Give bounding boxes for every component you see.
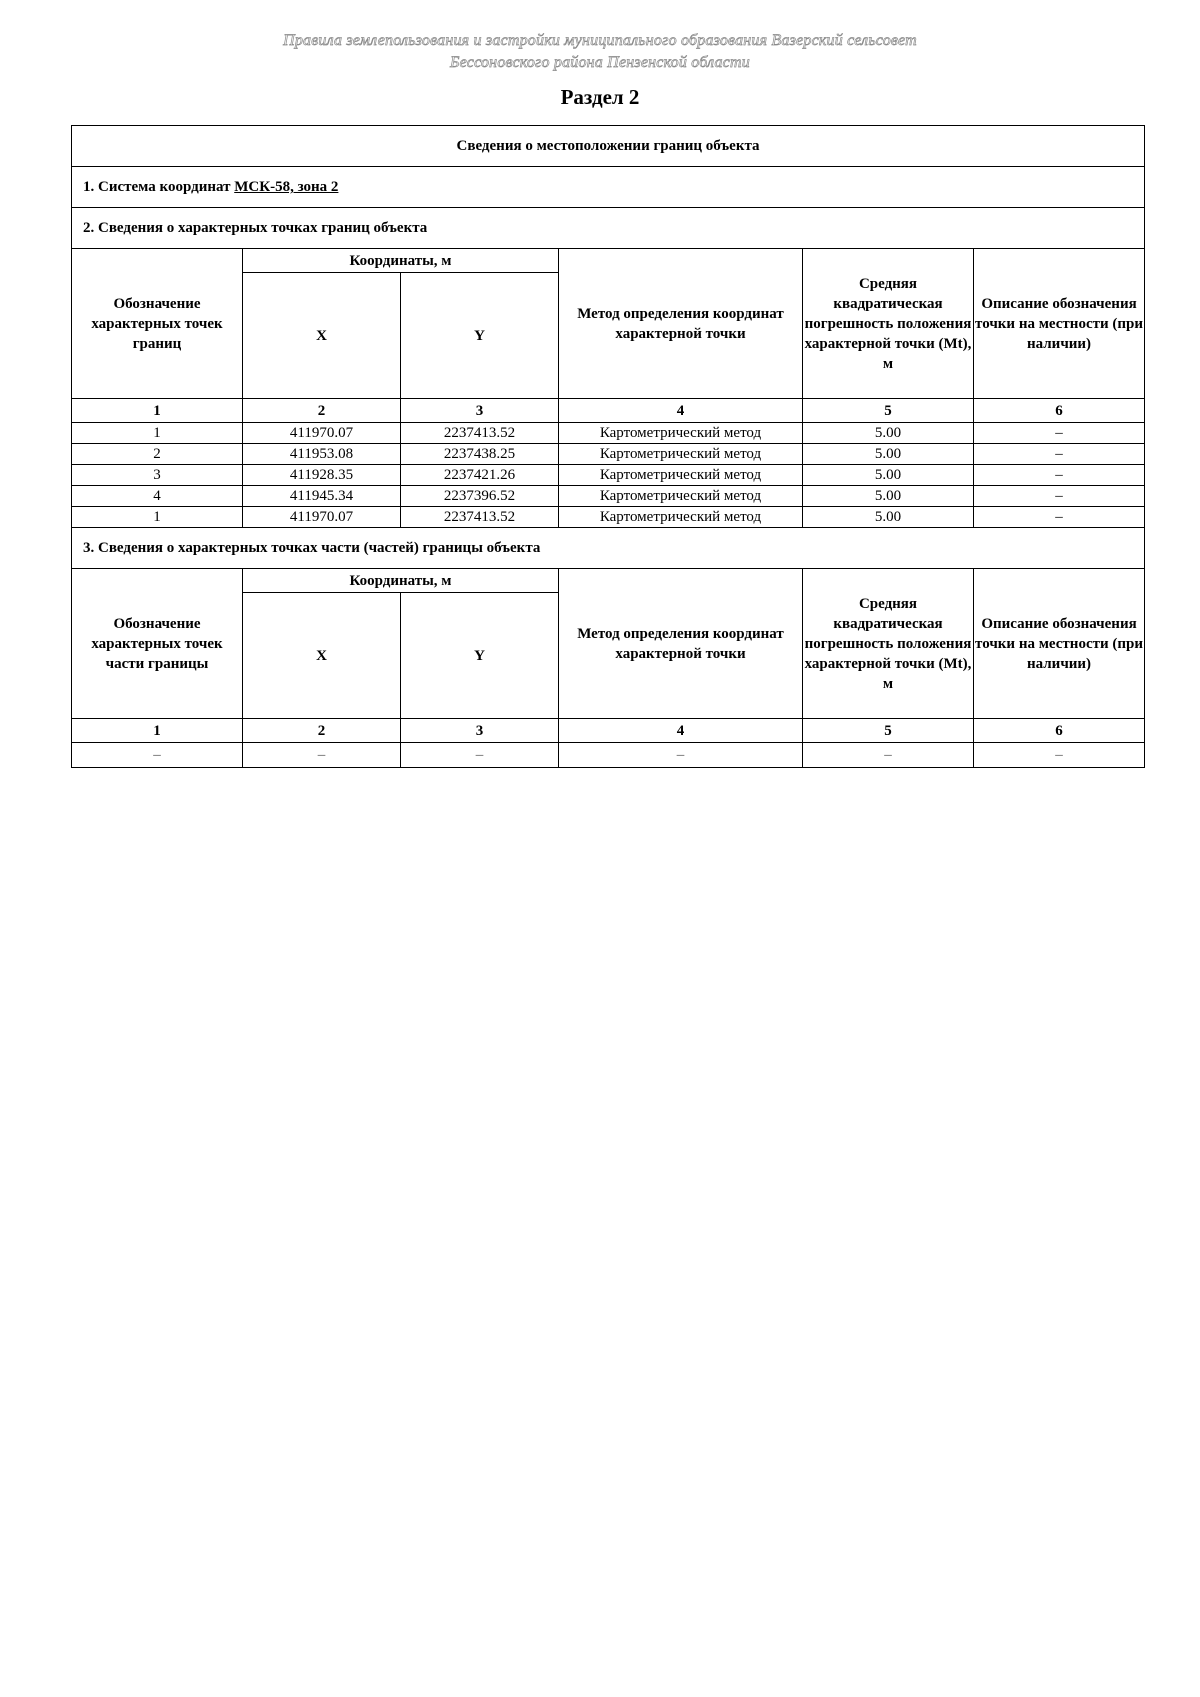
cell-error: – bbox=[803, 743, 974, 768]
col-number: 3 bbox=[401, 399, 559, 423]
cell-point: 4 bbox=[72, 486, 243, 507]
cell-x: 411970.07 bbox=[243, 423, 401, 444]
table-row bbox=[72, 486, 1145, 507]
table-row bbox=[72, 423, 1145, 444]
cell-point: 1 bbox=[72, 423, 243, 444]
cell-point: 1 bbox=[72, 507, 243, 528]
header-coordinates: Координаты, м bbox=[243, 569, 559, 593]
cell-point: – bbox=[72, 743, 243, 768]
table-title: Сведения о местоположении границ объекта bbox=[72, 126, 1145, 167]
header-description: Описание обозначения точки на местности (при наличии) bbox=[974, 249, 1145, 399]
column-number-row bbox=[72, 399, 1145, 423]
cell-method: Картометрический метод bbox=[559, 465, 803, 486]
header-method: Метод определения координат характерной точки bbox=[559, 249, 803, 399]
cell-error: 5.00 bbox=[803, 444, 974, 465]
col-number: 3 bbox=[401, 719, 559, 743]
header-description: Описание обозначения точки на местности (при наличии) bbox=[974, 569, 1145, 719]
coord-system-label: 1. Система координат bbox=[83, 179, 231, 195]
header-y: Y bbox=[401, 593, 559, 719]
boundary-table bbox=[71, 125, 1145, 768]
col-number: 1 bbox=[72, 399, 243, 423]
cell-y: 2237396.52 bbox=[401, 486, 559, 507]
cell-x: 411945.34 bbox=[243, 486, 401, 507]
cell-error: 5.00 bbox=[803, 465, 974, 486]
document-header bbox=[0, 30, 1200, 74]
cell-y: – bbox=[401, 743, 559, 768]
cell-method: Картометрический метод bbox=[559, 423, 803, 444]
table-row bbox=[72, 743, 1145, 768]
cell-description: – bbox=[974, 743, 1145, 768]
cell-method: Картометрический метод bbox=[559, 486, 803, 507]
header-method: Метод определения координат характерной точки bbox=[559, 569, 803, 719]
cell-point: 2 bbox=[72, 444, 243, 465]
col-number: 2 bbox=[243, 719, 401, 743]
header-error: Средняя квадратическая погрешность положения характерной точки (Mt), м bbox=[803, 249, 974, 399]
cell-x: 411928.35 bbox=[243, 465, 401, 486]
cell-description: – bbox=[974, 465, 1145, 486]
section-title: Раздел 2 bbox=[560, 85, 640, 109]
coord-system-row bbox=[72, 167, 1145, 208]
cell-method: Картометрический метод bbox=[559, 444, 803, 465]
cell-point: 3 bbox=[72, 465, 243, 486]
table-row bbox=[72, 444, 1145, 465]
cell-method: – bbox=[559, 743, 803, 768]
column-number-row bbox=[72, 719, 1145, 743]
header-y: Y bbox=[401, 273, 559, 399]
header-point-designation-part: Обозначение характерных точек части границы bbox=[72, 569, 243, 719]
cell-description: – bbox=[974, 423, 1145, 444]
col-number: 6 bbox=[974, 399, 1145, 423]
cell-y: 2237413.52 bbox=[401, 507, 559, 528]
header-line-1: Правила землепользования и застройки муниципального образования Вазерский сельсовет bbox=[283, 32, 917, 49]
cell-error: 5.00 bbox=[803, 486, 974, 507]
col-number: 5 bbox=[803, 399, 974, 423]
header-line-2: Бессоновского района Пензенской области bbox=[450, 54, 750, 71]
cell-error: 5.00 bbox=[803, 423, 974, 444]
header-error: Средняя квадратическая погрешность положения характерной точки (Mt), м bbox=[803, 569, 974, 719]
cell-y: 2237413.52 bbox=[401, 423, 559, 444]
col-number: 4 bbox=[559, 399, 803, 423]
cell-x: – bbox=[243, 743, 401, 768]
part2-title: 2. Сведения о характерных точках границ объекта bbox=[72, 208, 1145, 249]
cell-description: – bbox=[974, 507, 1145, 528]
cell-error: 5.00 bbox=[803, 507, 974, 528]
col-number: 6 bbox=[974, 719, 1145, 743]
cell-x: 411970.07 bbox=[243, 507, 401, 528]
part3-title: 3. Сведения о характерных точках части (частей) границы объекта bbox=[72, 528, 1145, 569]
cell-x: 411953.08 bbox=[243, 444, 401, 465]
col-number: 2 bbox=[243, 399, 401, 423]
coord-system-value: МСК-58, зона 2 bbox=[234, 179, 339, 195]
header-point-designation: Обозначение характерных точек границ bbox=[72, 249, 243, 399]
cell-y: 2237421.26 bbox=[401, 465, 559, 486]
header-x: X bbox=[243, 273, 401, 399]
col-number: 1 bbox=[72, 719, 243, 743]
header-coordinates: Координаты, м bbox=[243, 249, 559, 273]
cell-description: – bbox=[974, 444, 1145, 465]
cell-method: Картометрический метод bbox=[559, 507, 803, 528]
col-number: 4 bbox=[559, 719, 803, 743]
cell-y: 2237438.25 bbox=[401, 444, 559, 465]
col-number: 5 bbox=[803, 719, 974, 743]
cell-description: – bbox=[974, 486, 1145, 507]
table-row bbox=[72, 465, 1145, 486]
header-x: X bbox=[243, 593, 401, 719]
table-row bbox=[72, 507, 1145, 528]
